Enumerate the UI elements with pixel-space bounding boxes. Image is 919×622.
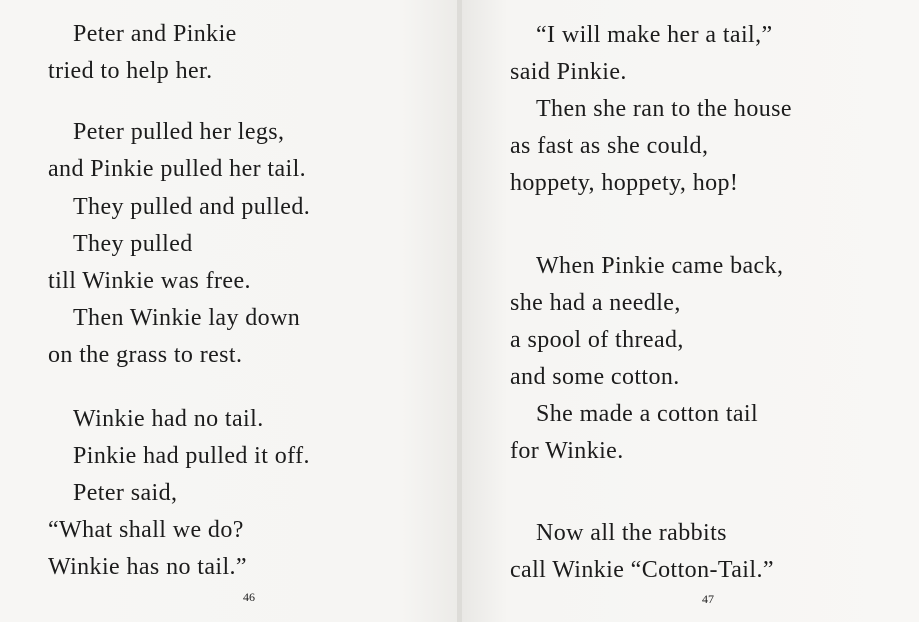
text-line: She made a cotton tail: [536, 401, 759, 427]
text-line: said Pinkie.: [510, 59, 627, 85]
text-line: They pulled and pulled.: [73, 194, 311, 220]
text-line: Winkie had no tail.: [73, 406, 264, 432]
text-line: Peter and Pinkie: [73, 21, 237, 47]
text-line: tried to help her.: [48, 58, 213, 84]
right-page: [462, 0, 919, 622]
text-line: and Pinkie pulled her tail.: [48, 156, 307, 182]
text-line: and some cotton.: [510, 364, 680, 390]
text-line: call Winkie “Cotton-Tail.”: [510, 557, 774, 583]
text-line: for Winkie.: [510, 438, 624, 464]
text-line: as fast as she could,: [510, 133, 709, 159]
text-line: They pulled: [73, 231, 193, 257]
left-page: [0, 0, 457, 622]
text-line: Then she ran to the house: [536, 96, 792, 122]
text-line: till Winkie was free.: [48, 268, 251, 294]
text-line: Now all the rabbits: [536, 520, 727, 546]
text-line: Peter said,: [73, 480, 178, 506]
text-line: Then Winkie lay down: [73, 305, 301, 331]
text-line: Winkie has no tail.”: [48, 554, 247, 580]
text-line: Pinkie had pulled it off.: [73, 443, 310, 469]
text-line: “What shall we do?: [48, 517, 244, 543]
page-number: 46: [243, 590, 255, 604]
text-line: “I will make her a tail,”: [536, 22, 773, 48]
text-line: a spool of thread,: [510, 327, 684, 353]
text-line: she had a needle,: [510, 290, 681, 316]
text-line: When Pinkie came back,: [536, 253, 784, 279]
text-line: on the grass to rest.: [48, 342, 243, 368]
page-number: 47: [702, 592, 714, 606]
text-line: hoppety, hoppety, hop!: [510, 170, 739, 196]
text-line: Peter pulled her legs,: [73, 119, 285, 145]
